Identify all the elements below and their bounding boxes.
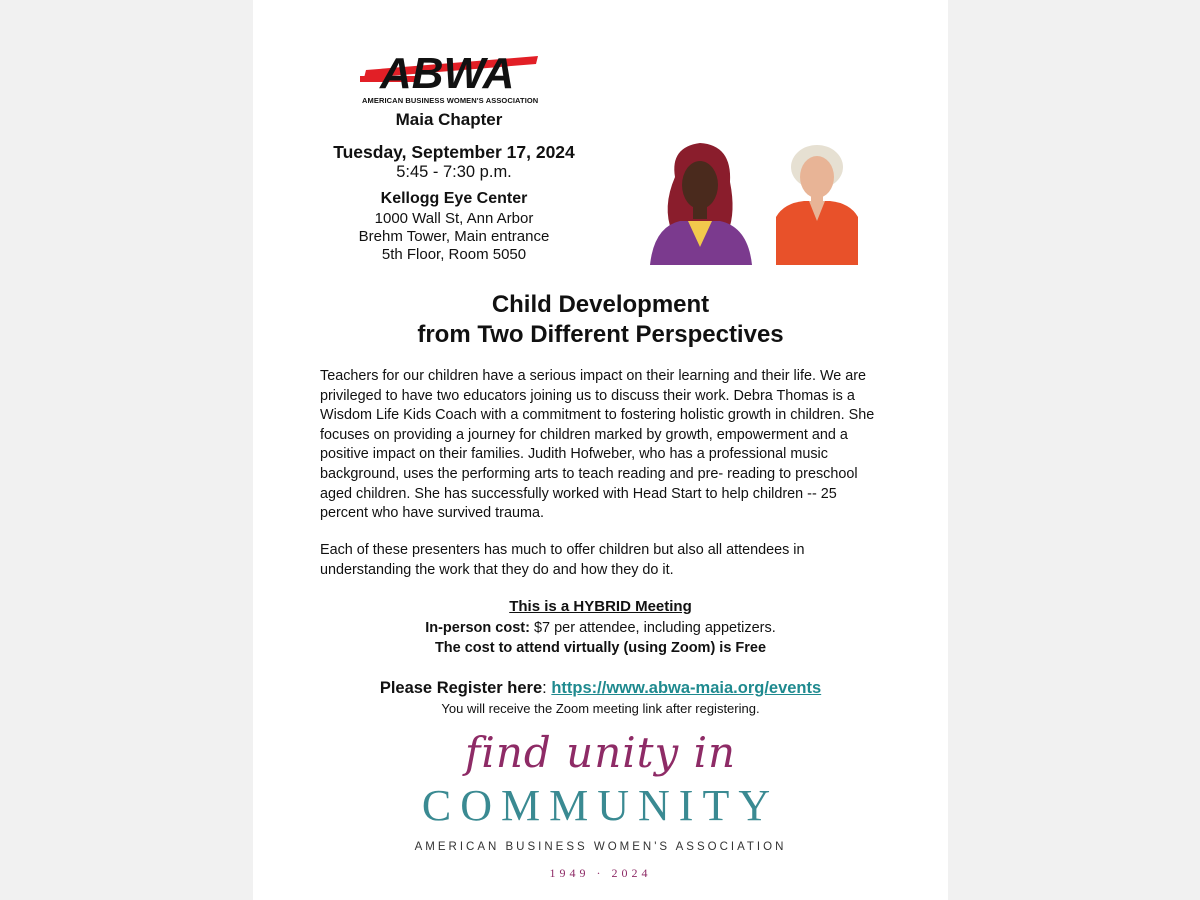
anniversary-years: 1949 · 2024 xyxy=(549,866,652,880)
tagline-main: COMMUNITY xyxy=(421,781,780,830)
inperson-cost-label: In-person cost: xyxy=(425,620,530,636)
tagline-script: find unity in xyxy=(464,728,737,777)
description-paragraph-2: Each of these presenters has much to offer children but also all attendees in understanding the work that they do and how they do it. xyxy=(320,542,805,578)
event-venue: Kellogg Eye Center xyxy=(380,190,528,207)
title-line-1: Child Development xyxy=(491,291,710,318)
abwa-logo-text: ABWA xyxy=(380,52,515,92)
register-link[interactable]: https://www.abwa-maia.org/events xyxy=(551,679,822,697)
presenter-photo-debra-thomas xyxy=(640,137,760,265)
register-line xyxy=(293,679,908,698)
register-label: Please Register here xyxy=(379,679,543,697)
flyer-page xyxy=(253,0,948,900)
event-date: Tuesday, September 17, 2024 xyxy=(333,142,575,162)
org-name: AMERICAN BUSINESS WOMEN'S ASSOCIATION xyxy=(414,841,787,853)
hybrid-heading: This is a HYBRID Meeting xyxy=(509,598,692,615)
title-line-2: from Two Different Perspectives xyxy=(417,321,784,348)
description-paragraph-1: Teachers for our children have a serious impact on their learning and their life. We are privileged to have two educators joining us to discuss their work. Debra Thomas is a Wisdom Life Kids Coach with a commitment to fostering holistic growth in children. She focuses on providing a journey for children marked by growth, empowerment and a positive impact on their families. Judith Hofweber, who has a professional music background, uses the performing arts to teach reading and pre- reading to preschool aged children. She has successfully worked with Head Start to help children -- 25 percent who have survived trauma. xyxy=(320,368,875,522)
zoom-note: You will receive the Zoom meeting link after registering. xyxy=(441,701,760,716)
virtual-cost: The cost to attend virtually (using Zoom) is Free xyxy=(434,640,767,656)
address-line-1: 1000 Wall St, Ann Arbor xyxy=(374,210,534,227)
presenter-photo-judith-hofweber xyxy=(776,137,858,265)
register-separator: : xyxy=(542,679,552,697)
address-line-3: 5th Floor, Room 5050 xyxy=(381,246,527,263)
event-time: 5:45 - 7:30 p.m. xyxy=(396,163,512,181)
abwa-logo xyxy=(360,52,538,106)
chapter-name: Maia Chapter xyxy=(395,110,503,129)
inperson-cost-text: $7 per attendee, including appetizers. xyxy=(529,620,776,636)
address-line-2: Brehm Tower, Main entrance xyxy=(358,228,550,245)
inperson-cost xyxy=(313,620,888,636)
logo-subtitle: AMERICAN BUSINESS WOMEN'S ASSOCIATION xyxy=(362,96,539,105)
event-title xyxy=(313,290,888,350)
abwa-logo-mark xyxy=(360,52,538,92)
